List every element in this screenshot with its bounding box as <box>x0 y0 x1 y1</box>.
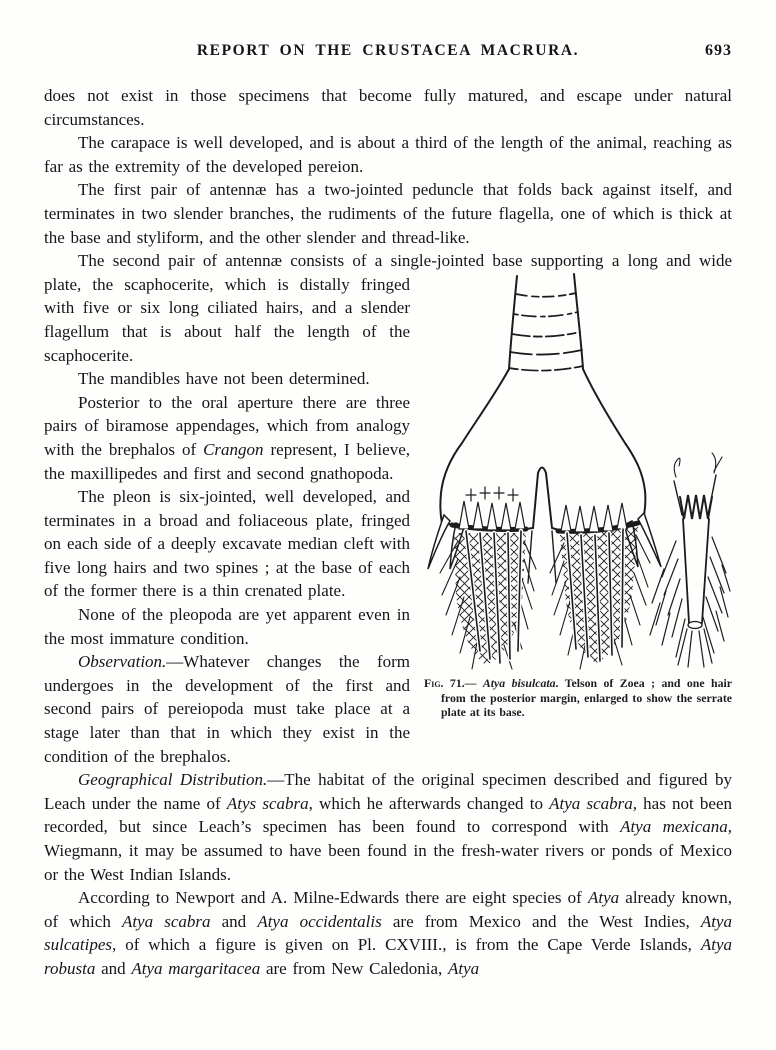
paragraph-carapace: The carapace is well developed, and is about a third of the length of the animal, reaching as far as the extremity of the developed pereion. <box>44 133 732 176</box>
figure-caption: Fig. 71.— Atya bisulcata. Telson of Zoea ; and one hair from the posterior margin, enlarged to show the serrate plate at its base. <box>424 676 732 719</box>
page-number: 693 <box>705 42 732 59</box>
hair-detail-drawing <box>650 453 730 667</box>
body-text <box>44 84 732 981</box>
figure-71-illustration <box>424 273 732 671</box>
paragraph-species-list: According to Newport and A. Milne-Edwards there are eight species of Atya already known, of which Atya scabra and Atya occidentalis are from Mexico and the West Indies, Atya sulcatipes, of which a figure is given on Pl. CXVIII., is from the Cape Verde Islands, Atya robusta and Atya margaritacea are from New Caledonia, Atya <box>44 888 732 978</box>
page-header <box>44 42 732 64</box>
paragraph-mandibles: The mandibles have not been determined. <box>78 369 370 389</box>
paragraph-pleopoda: None of the pleopoda are yet apparent even in the most immature condition. <box>44 605 410 648</box>
paragraph-observation: Observation.—Whatever changes the form undergoes in the development of the first and second pairs of pereiopoda must take place at a stage later than that in which they exist in the condition of the brephalos. <box>44 652 410 766</box>
paragraph-first-antennae: The first pair of antennæ has a two-jointed peduncle that folds back against itself, and terminates in two slender branches, the rudiments of the future flagella, one of which is thick at the base and styliform, and the other slender and thread-like. <box>44 180 732 247</box>
paragraph-geographical-distribution: Geographical Distribution.—The habitat of the original specimen described and figured by Leach under the name of Atys scabra, which he afterwards changed to Atya scabra, has not been recorded, but since Leach’s specimen has been found to correspond with Atya mexicana, Wiegmann, it may be assumed to have been found in the fresh-water rivers or ponds of Mexico or the West Indian Islands. <box>44 770 732 884</box>
figure-71 <box>424 273 732 719</box>
paragraph-oral-aperture: Posterior to the oral aperture there are three pairs of biramose appendages, which from analogy with the brephalos of Crangon represent, I believe, the maxillipedes and first and second gnathopoda. <box>44 392 410 483</box>
running-title: REPORT ON THE CRUSTACEA MACRURA. <box>196 42 580 59</box>
paragraph-continuation: does not exist in those specimens that become fully matured, and escape under natural circumstances. <box>44 86 732 129</box>
telson-drawing <box>428 274 661 669</box>
paragraph-text: The second pair of antennæ consists of a single-jointed base supporting a long and wide plate, the scaphocerite, which is distally fringed with five or six long ciliated hairs, and a slender flagellum that is about half the length of the scaphocerite. <box>44 251 732 365</box>
paragraph-pleon: The pleon is six-jointed, well developed, and terminates in a broad and foliaceous plate, fringed on each side of a deeply excavate median cleft with five long hairs and two spines ; at the base of each of the former there is a thin crenated plate. <box>44 487 410 601</box>
